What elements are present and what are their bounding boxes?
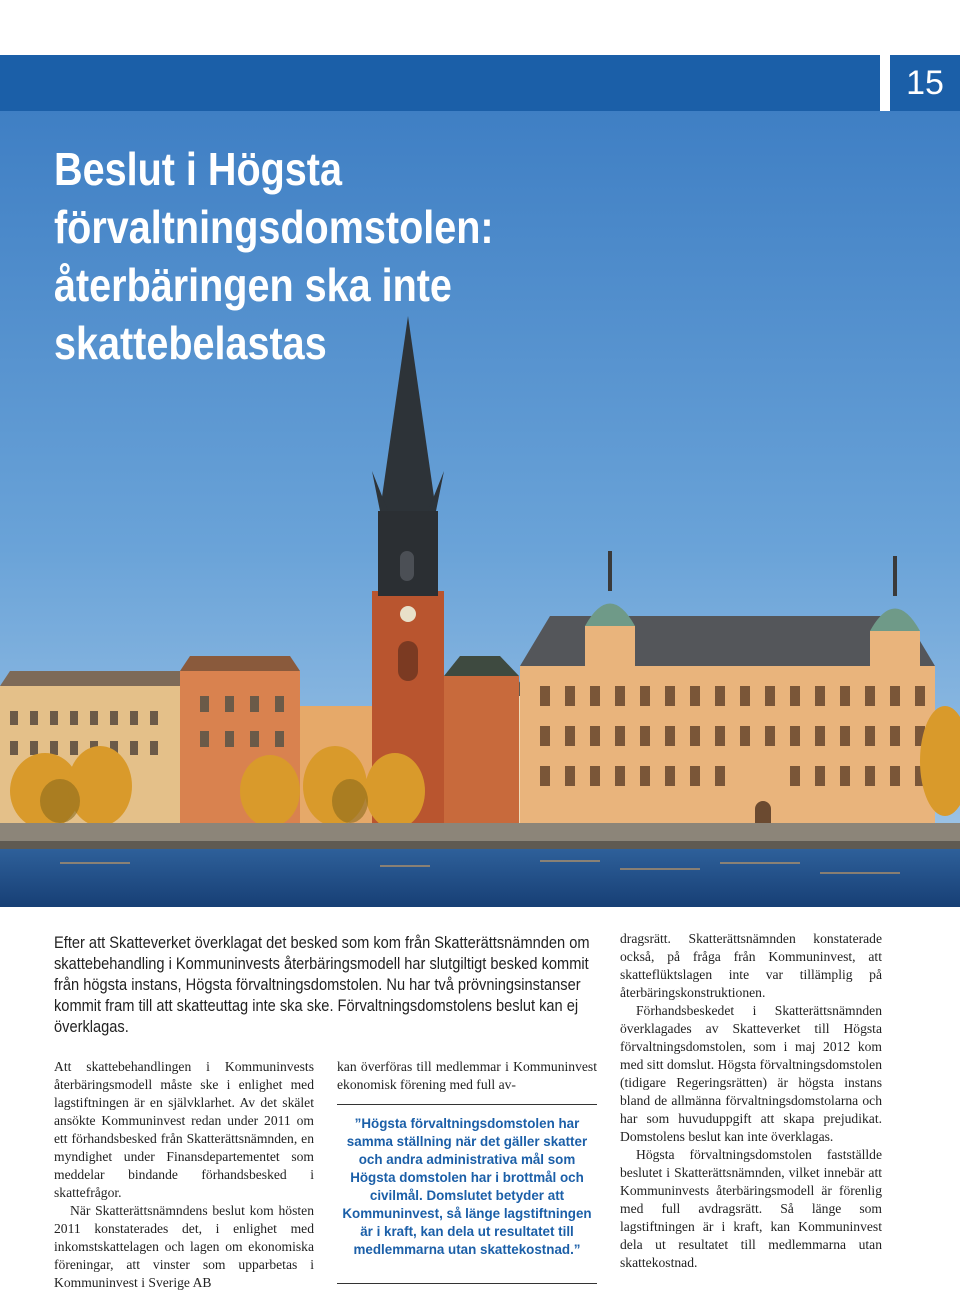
paragraph: Högsta förvaltningsdomstolen fastställde beslutet i Skatterättsnämnden, vilket innebär att Kommuninvests återbäringsmodell är förenlig med full avdragsrätt. Så länge som lagstiftningen är i kraft, kan Kommuninvest dela ut resultatet till medlemmarna utan skattekostnad.: [620, 1147, 882, 1270]
page-number: 15: [890, 55, 960, 111]
pull-quote: ”Högsta förvaltningsdomstolen har samma ställning när det gäller skatter och andra administrativa mål som Högsta domstolen har i brottmål och civilmål. Domslutet betyder att Kommuninvest, så länge lagstiftningen är i kraft, kan dela ut resultatet till medlemmarna utan skattekostnad.”: [342, 1116, 592, 1257]
header-bar: [0, 55, 880, 111]
paragraph: När Skatterättsnämndens beslut kom hösten 2011 konstaterades det, i enlighet med inkomstskattelagen och lagen om ekonomiska föreningar, att vinster som upparbetas i Kommuninvest i Sverige AB: [54, 1203, 314, 1290]
article-title: Beslut i Högsta förvaltningsdomstolen: återbäringen ska inte skattebelastas: [54, 143, 494, 369]
quote-rule-bottom: [337, 1283, 597, 1284]
body-column-1: [54, 1058, 314, 1292]
body-column-3: [620, 930, 882, 1272]
quote-rule-top: [337, 1104, 597, 1105]
body-column-2: [337, 1058, 597, 1094]
paragraph: Att skattebehandlingen i Kommuninvests återbäringsmodell måste ske i enlighet med lagstiftningen är en självklarhet. Av det skälet ansökte Kommuninvest redan under 2011 om ett förhandsbesked från Skatterättsnämnden, en myndighet under Finansdepartementet som meddelar bindande förhandsbesked i skattefrågor.: [54, 1059, 314, 1200]
paragraph: kan överföras till medlemmar i Kommuninvest ekonomisk förening med full av-: [337, 1059, 597, 1092]
paragraph: Förhandsbeskedet i Skatterättsnämnden överklagades av Skatteverket till Högsta förvaltningsdomstolen, som i maj 2012 kom med sitt domslut. Högsta förvaltningsdomstolen (tidigare Regeringsrätten) är högsta instans bland de allmänna förvaltningsdomstolarna och har som huvuduppgift att skapa prejudikat. Domstolens beslut kan inte överklagas.: [620, 1003, 882, 1144]
paragraph: dragsrätt. Skatterättsnämnden konstaterade också, på fråga från Kommuninvest, att skatteflüktslagen inte var tillämplig på återbäringskonstruktionen.: [620, 931, 882, 1000]
article-lead: Efter att Skatteverket överklagat det besked som kom från Skatterättsnämnden om skattebehandling i Kommuninvests återbäringsmodell har slutgiltigt besked kommit från högsta instans, Högsta förvaltningsdomstolen. Nu har två prövningsinstanser kommit fram till att skatteuttag inte ska ske. Förvaltningsdomstolens beslut kan ej överklagas.: [54, 933, 590, 1036]
